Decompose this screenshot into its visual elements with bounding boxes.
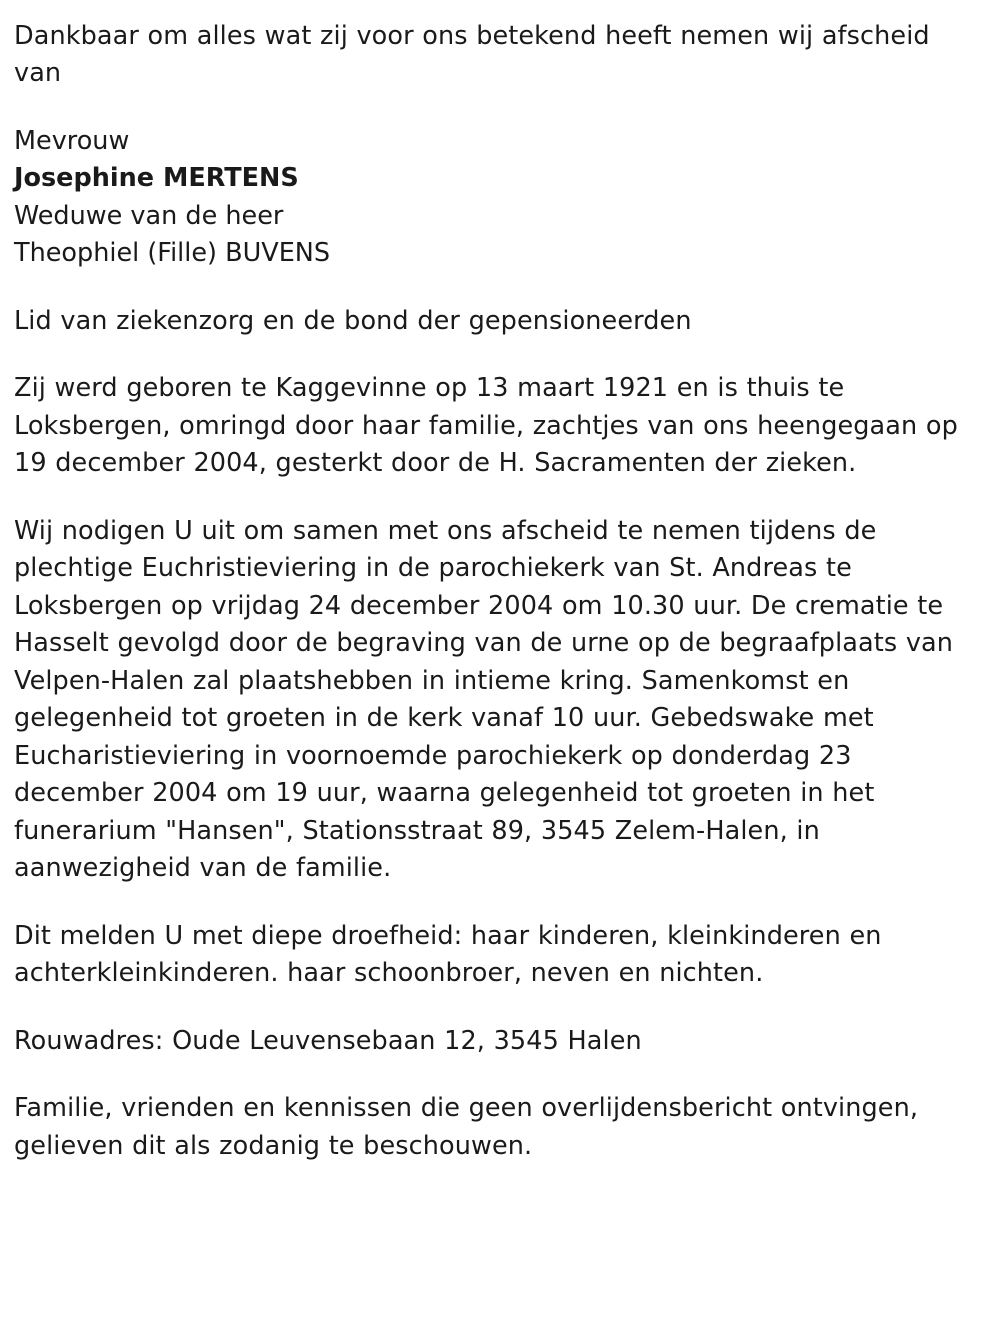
survivors-paragraph: Dit melden U met diepe droefheid: haar kinderen, kleinkinderen en achterkleinkinderen. haar schoonbroer, neven en nichten. <box>14 920 882 989</box>
memberships-paragraph: Lid van ziekenzorg en de bond der gepensioneerden <box>14 305 692 336</box>
spouse-name-line: Theophiel (Fille) BUVENS <box>14 238 331 269</box>
ceremony-paragraph: Wij nodigen U uit om samen met ons afscheid te nemen tijdens de plechtige Euchristieviering in de parochiekerk van St. Andreas te Loksbergen op vrijdag 24 december 2004 om 10.30 uur. De crematie te Hasselt gevolgd door de begraving van de urne op de begraafplaats van Velpen-Halen zal plaatshebben in intieme kring. Samenkomst en gelegenheid tot groeten in de kerk vanaf 10 uur. Gebedswake met Eucharistieviering in voornoemde parochiekerk op donderdag 23 december 2004 om 19 uur, waarna gelegenheid tot groeten in het funerarium "Hansen", Stationsstraat 89, 3545 Zelem-Halen, in aanwezigheid van de familie. <box>14 515 953 884</box>
closing-paragraph: Familie, vrienden en kennissen die geen overlijdensbericht ontvingen, gelieven dit als zodanig te beschouwen. <box>14 1093 919 1161</box>
deceased-name: Josephine MERTENS <box>14 163 299 194</box>
deceased-identity-block <box>14 123 974 273</box>
spouse-relation-line: Weduwe van de heer <box>14 200 284 231</box>
intro-paragraph: Dankbaar om alles wat zij voor ons betekend heeft nemen wij afscheid van <box>14 21 930 89</box>
life-paragraph: Zij werd geboren te Kaggevinne op 13 maart 1921 en is thuis te Loksbergen, omringd door haar familie, zachtjes van ons heengegaan op 19 december 2004, gesterkt door de H. Sacramenten der zieken. <box>14 373 958 479</box>
mourning-address-paragraph: Rouwadres: Oude Leuvensebaan 12, 3545 Halen <box>14 1025 642 1056</box>
salutation-line: Mevrouw <box>14 125 130 156</box>
